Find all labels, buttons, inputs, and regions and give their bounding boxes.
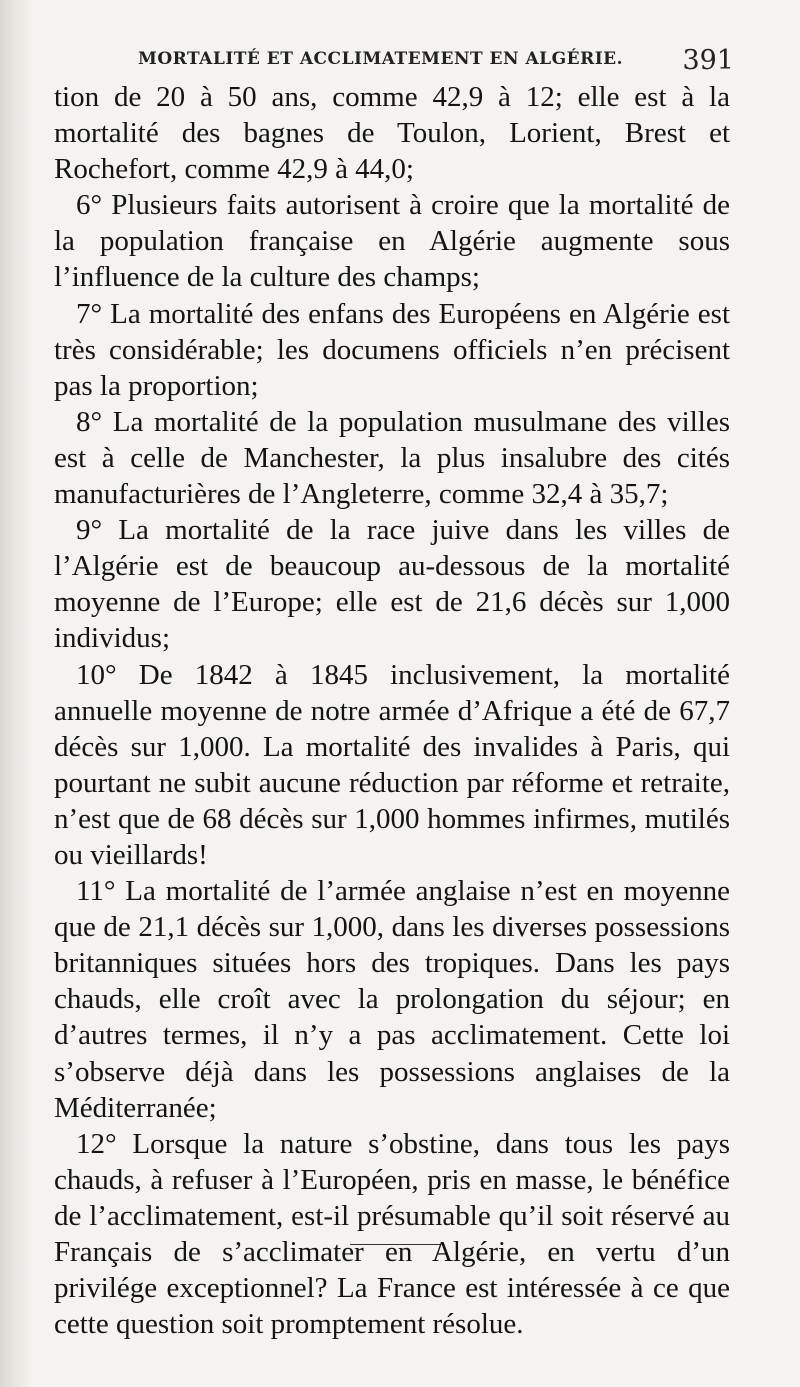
body-text — [54, 79, 730, 1342]
paragraph-continuation: tion de 20 à 50 ans, comme 42,9 à 12; elle est à la mortalité des bagnes de Toulon, Lorient, Brest et Rochefort, comme 42,9 à 44,0; — [54, 81, 730, 186]
page-number: 391 — [682, 45, 734, 76]
paragraph-item-11: 11° La mortalité de l’armée anglaise n’est en moyenne que de 21,1 décès sur 1,000, dans les diverses possessions britanniques situées hors des tropiques. Dans les pays chauds, elle croît avec la prolongation du séjour; en d’autres termes, il n’y a pas acclimatement. Cette loi s’observe déjà dans les possessions anglaises de la Méditerranée; — [54, 875, 730, 1124]
closing-rule — [350, 1244, 440, 1245]
paragraph-item-6: 6° Plusieurs faits autorisent à croire que la mortalité de la population française en Algérie augmente sous l’influence de la culture des champs; — [54, 189, 730, 294]
running-title: MORTALITÉ ET ACCLIMATEMENT EN ALGÉRIE. — [138, 49, 624, 69]
running-head — [54, 45, 740, 81]
paragraph-item-7: 7° La mortalité des enfans des Européens en Algérie est très considérable; les documens officiels n’en précisent pas la proportion; — [54, 297, 730, 402]
paragraph-item-12: 12° Lorsque la nature s’obstine, dans tous les pays chauds, à refuser à l’Européen, pris en masse, le bénéfice de l’acclimatement, est-il présumable qu’il soit réservé au Français de s’acclimater en Algérie, en vertu d’un privilége exceptionnel? La France est intéressée à ce que cette question soit promptement résolue. — [54, 1127, 730, 1341]
paragraph-item-10: 10° De 1842 à 1845 inclusivement, la mortalité annuelle moyenne de notre armée d’Afrique a été de 67,7 décès sur 1,000. La mortalité des invalides à Paris, qui pourtant ne subit aucune réduction par réforme et retraite, n’est que de 68 décès sur 1,000 hommes infirmes, mutilés ou vieillards! — [54, 658, 730, 871]
book-page — [54, 0, 744, 1387]
page-edge-shadow — [0, 0, 34, 1387]
paragraph-item-9: 9° La mortalité de la race juive dans les villes de l’Algérie est de beaucoup au-dessous de la mortalité moyenne de l’Europe; elle est de 21,6 décès sur 1,000 individus; — [54, 514, 730, 655]
paragraph-item-8: 8° La mortalité de la population musulmane des villes est à celle de Manchester, la plus insalubre des cités manufacturières de l’Angleterre, comme 32,4 à 35,7; — [54, 405, 730, 511]
